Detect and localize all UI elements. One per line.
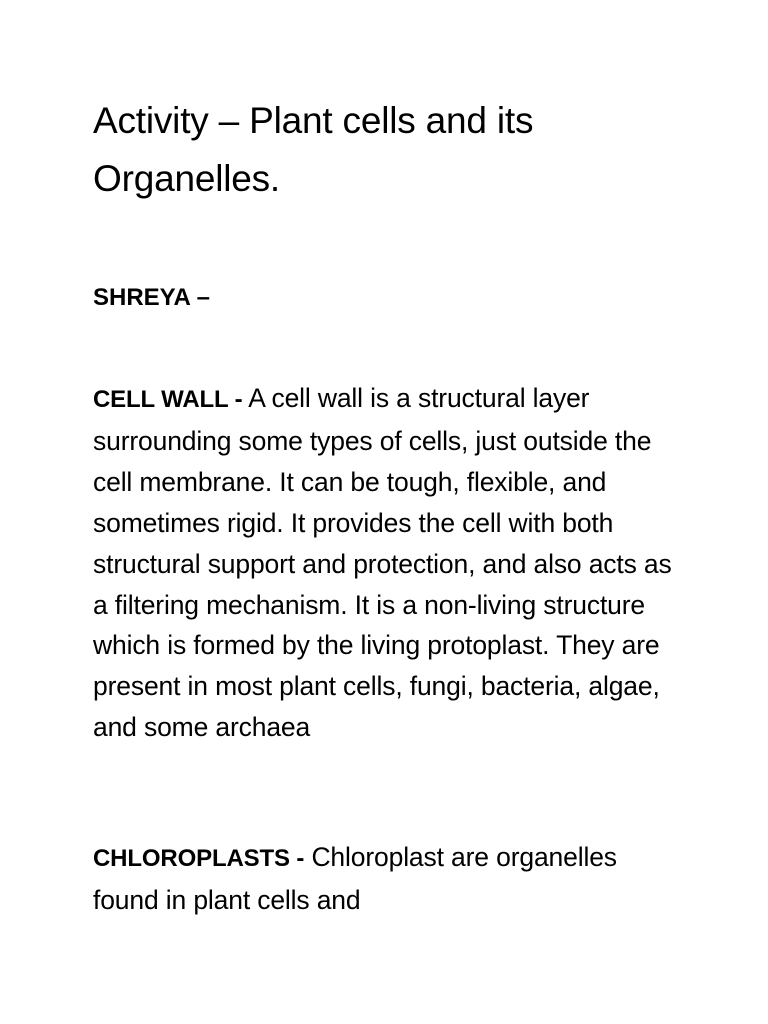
chloroplasts-term: CHLOROPLASTS - [93,845,305,872]
document-title: Activity – Plant cells and its Organelles. [93,100,534,199]
chloroplasts-text: Chloroplast are organelles found in plant cells and [93,842,617,915]
cell-wall-term: CELL WALL - [93,386,243,413]
cell-wall-text: A cell wall is a structural layer surrounding some types of cells, just outside the cell membrane. It can be tough, flexible, and sometimes rigid. It provides the cell with both structural support and protection, and also acts as a filtering mechanism. It is a non-living structure which is formed by the living protoplast. They are present in most plant cells, fungi, bacteria, algae, and some archaea [93,383,672,743]
author-name: SHREYA – [93,284,210,311]
chloroplasts-paragraph [93,837,683,921]
cell-wall-paragraph [93,378,683,748]
